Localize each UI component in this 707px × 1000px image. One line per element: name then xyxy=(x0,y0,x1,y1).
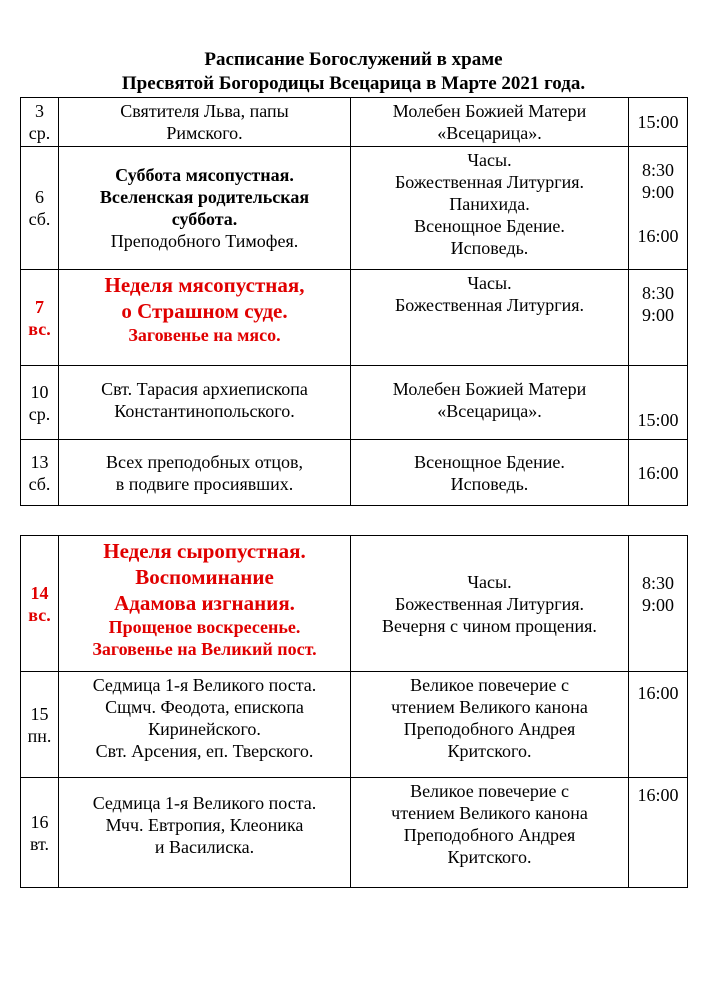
feast-cell xyxy=(59,778,351,888)
time-value: 15:00 xyxy=(637,410,679,430)
feast-line: Римского. xyxy=(166,123,243,143)
day-weekday: вс. xyxy=(28,318,51,339)
feast-line: в подвиге просиявших. xyxy=(115,473,294,494)
service-line: «Всецарица». xyxy=(437,123,542,143)
feast-line: Сщмч. Феодота, епископа xyxy=(105,697,304,717)
feast-line: Константинопольского. xyxy=(114,401,295,421)
feast-line: и Василиска. xyxy=(154,837,255,857)
day-weekday: ср. xyxy=(28,403,51,424)
service-line: Критского. xyxy=(447,741,532,761)
feast-cell xyxy=(59,440,351,506)
day-cell xyxy=(21,536,59,672)
day-cell xyxy=(21,98,59,147)
time-value: 8:30 xyxy=(641,573,674,593)
day-date: 15 xyxy=(30,703,49,724)
schedule-table-2 xyxy=(20,535,688,888)
feast-line-bold: Суббота мясопустная. xyxy=(115,165,294,185)
feast-line: Святителя Льва, папы xyxy=(120,101,289,121)
day-date: 14 xyxy=(30,582,49,603)
time-value: 8:30 xyxy=(641,160,674,180)
feast-line: Седмица 1-я Великого поста. xyxy=(92,793,317,813)
feast-line: Киринейского. xyxy=(148,719,261,739)
service-line: Исповедь. xyxy=(450,238,529,258)
feast-line-red: Воспоминание xyxy=(135,565,274,589)
time-value: 16:00 xyxy=(637,462,679,483)
service-cell xyxy=(351,536,629,672)
service-cell xyxy=(351,366,629,440)
time-value: 16:00 xyxy=(637,785,679,805)
service-line: Панихида. xyxy=(449,194,530,214)
title-line-2: Пресвятой Богородицы Всецарица в Марте 2021 года. xyxy=(121,73,586,94)
feast-line-red: Заговенье на мясо. xyxy=(128,325,281,345)
table-row xyxy=(21,366,688,440)
feast-cell xyxy=(59,98,351,147)
service-line: Преподобного Андрея xyxy=(403,825,576,845)
day-cell xyxy=(21,440,59,506)
time-value: 9:00 xyxy=(641,182,674,202)
day-cell xyxy=(21,366,59,440)
table-row xyxy=(21,270,688,366)
feast-line: Мчч. Евтропия, Клеоника xyxy=(105,815,304,835)
feast-line: Седмица 1-я Великого поста. xyxy=(92,675,317,695)
day-date: 7 xyxy=(35,296,44,317)
feast-line-bold: Вселенская родительская xyxy=(99,187,310,207)
service-line: Часы. xyxy=(467,571,512,592)
day-cell xyxy=(21,672,59,778)
day-cell xyxy=(21,778,59,888)
service-line: чтением Великого канона xyxy=(391,697,588,717)
service-cell xyxy=(351,270,629,366)
day-weekday: вс. xyxy=(28,604,51,625)
time-cell xyxy=(629,778,688,888)
service-cell xyxy=(351,440,629,506)
feast-line-bold: суббота. xyxy=(171,209,238,229)
time-cell xyxy=(629,440,688,506)
service-line: Всенощное Бдение. xyxy=(414,451,565,472)
day-date: 6 xyxy=(35,187,44,207)
service-line: Часы. xyxy=(467,150,512,170)
time-gap xyxy=(632,203,684,225)
table-row xyxy=(21,440,688,506)
time-value: 16:00 xyxy=(637,683,679,703)
service-line: Божественная Литургия. xyxy=(394,172,585,192)
table-row xyxy=(21,672,688,778)
service-cell xyxy=(351,672,629,778)
time-value: 8:30 xyxy=(641,283,674,303)
service-cell xyxy=(351,778,629,888)
feast-line: Преподобного Тимофея. xyxy=(110,231,299,251)
day-cell xyxy=(21,147,59,270)
service-cell xyxy=(351,98,629,147)
feast-line-red: Неделя сыропустная. xyxy=(103,539,306,563)
service-line: Божественная Литургия. xyxy=(394,295,585,315)
day-cell xyxy=(21,270,59,366)
service-line: Вечерня с чином прощения. xyxy=(382,615,597,636)
table-row xyxy=(21,147,688,270)
feast-cell xyxy=(59,672,351,778)
day-weekday: сб. xyxy=(28,473,51,494)
time-value: 15:00 xyxy=(637,112,679,132)
time-value: 16:00 xyxy=(637,226,679,246)
service-line: Великое повечерие с xyxy=(410,781,569,801)
table-row xyxy=(21,778,688,888)
table-row xyxy=(21,536,688,672)
page-title xyxy=(0,48,707,96)
service-cell xyxy=(351,147,629,270)
service-line: Божественная Литургия. xyxy=(394,593,585,614)
feast-cell xyxy=(59,536,351,672)
service-line: Молебен Божией Матери xyxy=(392,101,587,121)
day-weekday: вт. xyxy=(29,833,50,854)
time-cell xyxy=(629,672,688,778)
day-weekday: ср. xyxy=(28,123,51,143)
feast-cell xyxy=(59,147,351,270)
feast-line-red: Прощеное воскресенье. xyxy=(108,617,301,637)
day-date: 16 xyxy=(30,811,49,832)
table-row xyxy=(21,98,688,147)
day-date: 10 xyxy=(30,381,49,402)
service-line: Всенощное Бдение. xyxy=(414,216,565,236)
feast-line: Свт. Арсения, еп. Тверского. xyxy=(95,741,314,761)
day-weekday: пн. xyxy=(27,725,52,746)
time-cell xyxy=(629,536,688,672)
time-value: 9:00 xyxy=(641,305,674,325)
feast-line-red: Заговенье на Великий пост. xyxy=(92,639,317,659)
feast-cell xyxy=(59,270,351,366)
service-line: «Всецарица». xyxy=(437,401,542,421)
feast-line-red: о Страшном суде. xyxy=(121,299,288,323)
service-line: чтением Великого канона xyxy=(391,803,588,823)
service-line: Исповедь. xyxy=(450,473,529,494)
time-cell xyxy=(629,270,688,366)
time-cell xyxy=(629,147,688,270)
day-weekday: сб. xyxy=(28,209,51,229)
day-date: 13 xyxy=(30,451,49,472)
service-line: Преподобного Андрея xyxy=(403,719,576,739)
feast-line-red: Неделя мясопустная, xyxy=(104,273,305,297)
feast-cell xyxy=(59,366,351,440)
service-line: Молебен Божией Матери xyxy=(392,379,587,399)
feast-line: Всех преподобных отцов, xyxy=(105,451,303,472)
time-cell xyxy=(629,98,688,147)
time-cell xyxy=(629,366,688,440)
feast-line: Свт. Тарасия архиепископа xyxy=(101,379,308,399)
service-line: Критского. xyxy=(447,847,532,867)
schedule-table-1 xyxy=(20,97,688,506)
time-value: 9:00 xyxy=(641,595,674,615)
day-date: 3 xyxy=(35,101,44,121)
service-line: Великое повечерие с xyxy=(410,675,569,695)
service-line: Часы. xyxy=(467,273,512,293)
feast-line-red: Адамова изгнания. xyxy=(114,591,295,615)
title-line-1: Расписание Богослужений в храме xyxy=(204,49,503,70)
